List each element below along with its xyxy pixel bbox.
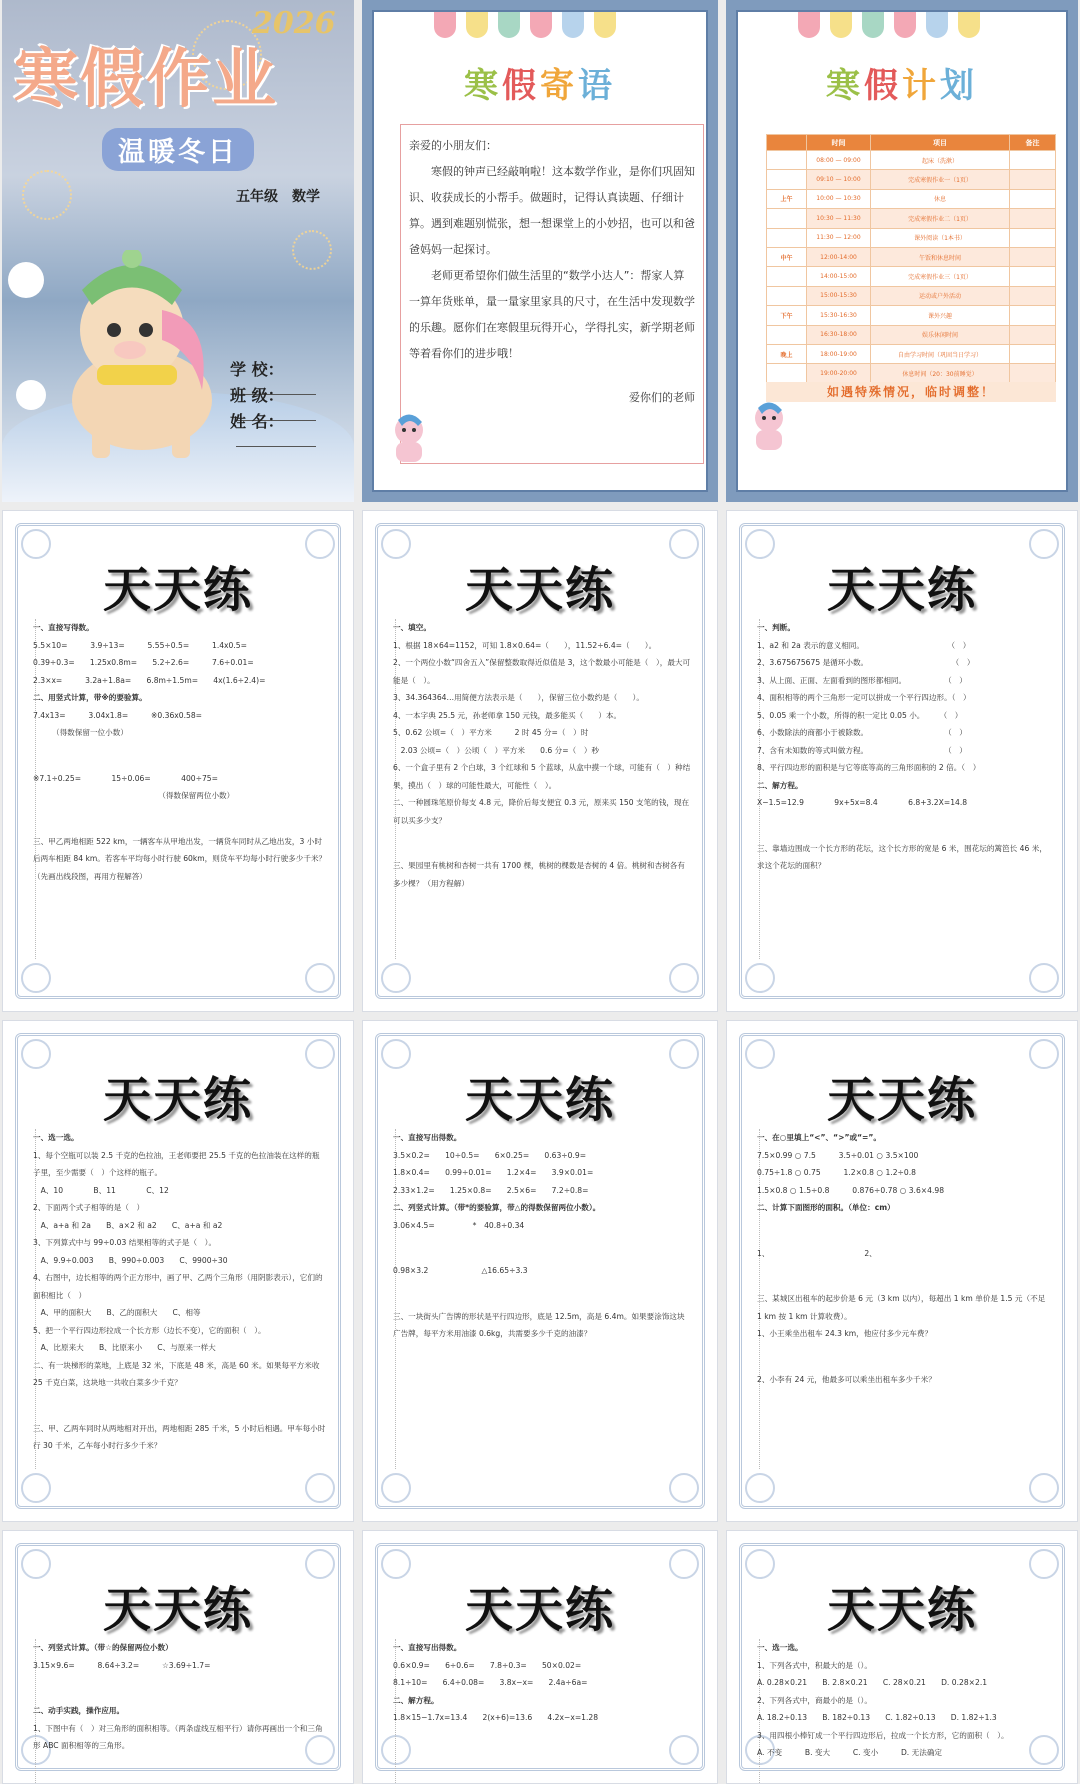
plan-cell-item: 自由学习时间（巩固当日学习） (871, 344, 1010, 363)
plan-header-note: 备注 (1010, 135, 1056, 151)
worksheet-section-heading: 二、用竖式计算，带※的要验算。 (33, 693, 147, 702)
worksheet-line: 3.15×9.6= 8.64÷3.2= ☆3.69÷1.7= (33, 1660, 211, 1670)
plan-row (767, 325, 1056, 344)
corner-ornament (305, 1473, 335, 1503)
plan-row (767, 209, 1056, 228)
worksheet-line: 1、下图中有（ ）对三角形的面积相等。（两条虚线互相平行）请你再画出一个和三角形 ABC 面积相等的三角形。 (33, 1723, 323, 1750)
worksheet-body (757, 1639, 1051, 1762)
worksheet-line: 8.1÷10= 6.4÷0.08= 3.8x−x= 2.4a÷6a= (393, 1678, 588, 1687)
plan-cell-period (767, 267, 807, 286)
worksheet-page-3 (726, 510, 1078, 1012)
plan-cell-time: 08:00 — 09:00 (807, 151, 871, 170)
cover-page (2, 0, 354, 502)
plan-row (767, 151, 1056, 170)
worksheet-body (33, 619, 327, 885)
plan-cell-item: 完成寒假作业三（1页） (871, 267, 1010, 286)
worksheet-line (33, 742, 327, 770)
worksheet-body (757, 619, 1051, 875)
corner-ornament (21, 963, 51, 993)
bunting-decoration (862, 12, 884, 38)
worksheet-line: 三、一块街头广告牌的形状是平行四边形，底是 12.5m，高是 6.4m。如果要涂饰这块广告牌，每平方米用油漆 0.6kg，共需要多少千克的油漆？ (393, 1311, 685, 1338)
plan-cell-note (1010, 170, 1056, 189)
worksheet-line: 0.39÷0.3= 1.25x0.8m= 5.2÷2.6= 7.6÷0.01= (33, 658, 254, 667)
worksheet-page-6 (726, 1020, 1078, 1522)
worksheet-header: 天天练 (826, 562, 977, 618)
worksheet-body (757, 1129, 1051, 1388)
worksheet-page-7 (2, 1530, 354, 1784)
cover-title: 寒假作业 (14, 42, 278, 117)
worksheet-line: 1、小王乘坐出租车 24.3 km，他应付多少元车费？ (757, 1329, 933, 1338)
worksheet-line: 0.98×3.2 △16.65÷3.3 (393, 1266, 528, 1275)
worksheet-line (757, 1262, 1051, 1290)
corner-ornament (381, 1735, 411, 1765)
plan-cell-note (1010, 151, 1056, 170)
bunting-decoration (466, 12, 488, 38)
letter-signature: 爱你们的老师 (629, 391, 695, 404)
plan-cell-note (1010, 364, 1056, 383)
firework-decoration (292, 230, 332, 270)
worksheet-line: 1.8×15−1.7x=13.4 2(x+6)=13.6 4.2x−x=1.28 (393, 1713, 599, 1722)
worksheet-line: 7.4x13= 3.04x1.8= ※0.36x0.58= (33, 710, 203, 720)
plan-cell-period: 晚上 (767, 344, 807, 363)
worksheet-line: 2、3.675675675 是循环小数。 （ ） (757, 658, 975, 667)
worksheet-line: 3、从上面、正面、左面看到的图形都相同。 （ ） (757, 675, 967, 685)
plan-cell-note (1010, 344, 1056, 363)
plan-cell-time: 18:00-19:00 (807, 344, 871, 363)
worksheet-body (33, 1639, 327, 1755)
plan-cell-period (767, 170, 807, 189)
worksheet-line: 三、甲乙两地相距 522 km，一辆客车从甲地出发，一辆货车同时从乙地出发，3 小时后两车相距 84 km。若客车平均每小时行驶 60km，则货车平均每小时行驶多少千米？（先画出线段图，再用方程解答） (33, 836, 327, 881)
plan-table (766, 134, 1056, 384)
worksheet-line: 2.3×x= 3.2a÷1.8a= 6.8m÷1.5m= 4x(1.6÷2.4)= (33, 675, 266, 685)
worksheet-page-2 (362, 510, 718, 1012)
worksheet-line: 2.03 公顷=（ ）公顷（ ）平方米 0.6 分=（ ）秒 (393, 745, 600, 755)
bunting-decoration (498, 12, 520, 38)
plan-cell-item: 完成寒假作业二（1页） (871, 209, 1010, 228)
plan-cell-period (767, 364, 807, 383)
letter-greeting: 亲爱的小朋友们： (409, 139, 497, 152)
bunting-decoration (562, 12, 584, 38)
plan-row (767, 228, 1056, 247)
plan-cell-item: 休息时间（20：30前睡觉） (871, 364, 1010, 383)
plan-row (767, 344, 1056, 363)
worksheet-line: A、10 B、11 C、12 (33, 1185, 169, 1195)
worksheet-header: 天天练 (826, 1582, 977, 1638)
worksheet-line: A、a+a 和 2a B、a×2 和 a2 C、a+a 和 a2 (33, 1220, 223, 1230)
firework-decoration (22, 170, 72, 220)
bunting-decoration (926, 12, 948, 38)
plan-cell-item: 课外兴趣 (871, 306, 1010, 325)
worksheet-line: 1、下列各式中，积最大的是（）。 (757, 1660, 872, 1670)
worksheet-line: 4、面积相等的两个三角形一定可以拼成一个平行四边形。（ ） (757, 693, 971, 702)
worksheet-section-heading: 一、在○里填上“<”、“>”或“=”。 (757, 1133, 882, 1142)
worksheet-section-heading: 一、选一选。 (757, 1643, 803, 1652)
bunting-decoration (434, 12, 456, 38)
worksheet-line: A. 不变 B. 变大 C. 变小 D. 无法确定 (757, 1748, 943, 1757)
plan-row (767, 306, 1056, 325)
worksheet-page-1 (2, 510, 354, 1012)
worksheet-section-heading: 二、解方程。 (757, 780, 803, 790)
worksheet-line: 3、34.364364…用简便方法表示是（ ），保留三位小数约是（ ）。 (393, 693, 644, 702)
worksheet-body (33, 1129, 327, 1455)
bunting-decoration (530, 12, 552, 38)
plan-page (726, 0, 1078, 502)
name-label: 姓 名： (230, 412, 284, 431)
worksheet-line: 6、一个盒子里有 2 个白球，3 个红球和 5 个蓝球，从盒中摸一个球，可能有（ ）种结果，摸出（ ）球的可能性最大，可能性（ ）。 (393, 763, 691, 790)
worksheet-line: 三、某城区出租车的起步价是 6 元（3 km 以内），每超出 1 km 单价是 1.5 元（不足 1 km 按 1 km 计算收费）。 (757, 1294, 1046, 1321)
worksheet-line: ※7.1÷0.25= 15÷0.06= 400÷75= (33, 773, 219, 783)
letter-paragraph: 老师更希望你们做生活里的“数学小达人”：帮家人算一算年货账单，量一量家里家具的尺寸，在生活中发现数学的乐趣。愿你们在寒假里玩得开心，学得扎实，新学期老师等着看你们的进步哦！ (409, 269, 695, 360)
worksheet-section-heading: 二、动手实践，操作应用。 (33, 1706, 125, 1715)
worksheet-header: 天天练 (102, 562, 253, 618)
plan-cell-note (1010, 306, 1056, 325)
corner-ornament (745, 963, 775, 993)
worksheet-line: 7.5×0.99 ○ 7.5 3.5÷0.01 ○ 3.5×100 (757, 1150, 919, 1160)
plan-cell-period (767, 228, 807, 247)
plan-cell-time: 14:00-15:00 (807, 267, 871, 286)
corner-ornament (745, 1473, 775, 1503)
plan-cell-period (767, 325, 807, 344)
pony-icon (748, 400, 790, 456)
plan-cell-note (1010, 247, 1056, 266)
worksheet-line: （得数保留一位小数） (33, 728, 128, 737)
worksheet-page-4 (2, 1020, 354, 1522)
worksheet-line: 3.06×4.5= * 40.8÷0.34 (393, 1220, 525, 1230)
letter-inner (372, 10, 708, 492)
worksheet-header: 天天练 (102, 1072, 253, 1128)
worksheet-line (757, 1343, 1051, 1371)
worksheet-section-heading: 一、选一选。 (33, 1133, 79, 1142)
plan-row (767, 170, 1056, 189)
worksheet-body (393, 1639, 691, 1727)
plan-cell-period (767, 286, 807, 305)
worksheet-line: 2、下列各式中，商最小的是（）。 (757, 1695, 872, 1705)
worksheet-line: （得数保留两位小数） (33, 791, 235, 800)
worksheet-line: 三、靠墙边围成一个长方形的花坛，这个长方形的宽是 6 米，围花坛的篱笆长 46 米，求这个花坛的面积？ (757, 843, 1047, 870)
letter-paragraph: 寒假的钟声已经敲响啦！这本数学作业，是你们巩固知识、收获成长的小帮手。做题时，记得认真读题、仔细计算。遇到难题别慌张，想一想课堂上的小妙招，也可以和爸爸妈妈一起探讨。 (409, 165, 695, 256)
worksheet-line: 3.5×0.2= 10÷0.5= 6×0.25= 0.63÷0.9= (393, 1150, 587, 1160)
plan-cell-item: 娱乐休闲时间 (871, 325, 1010, 344)
worksheet-line: 2、一个两位小数“四舍五入”保留整数取得近似值是 3，这个数最小可能是（ ），最大可能是（ ）。 (393, 658, 691, 685)
plan-cell-note (1010, 189, 1056, 208)
worksheet-line: A、9.9÷0.003 B、990÷0.003 C、9900÷30 (33, 1255, 228, 1265)
worksheet-line: 三、果园里有桃树和杏树一共有 1700 棵，桃树的棵数是杏树的 4 倍。桃树和杏树各有多少棵？（用方程解） (393, 861, 685, 888)
plan-row (767, 267, 1056, 286)
plan-header-item: 项目 (871, 135, 1010, 151)
worksheet-line: A. 0.28×0.21 B. 2.8×0.21 C. 28×0.21 D. 0.28×2.1 (757, 1678, 988, 1687)
worksheet-line (33, 1674, 327, 1702)
plan-cell-time: 09:10 — 10:00 (807, 170, 871, 189)
class-label: 班 级： (230, 386, 284, 405)
plan-row (767, 189, 1056, 208)
plan-header-time: 时间 (807, 135, 871, 151)
worksheet-line: 6、小数除法的商都小于被除数。 （ ） (757, 728, 967, 737)
snowman-icon (8, 262, 44, 298)
worksheet-line: 1、每个空瓶可以装 2.5 千克的色拉油，王老师要把 25.5 千克的色拉油装在这样的瓶子里，至少需要（ ）个这样的瓶子。 (33, 1150, 320, 1177)
worksheet-line: 1、 2、 (757, 1248, 877, 1258)
worksheet-header: 天天练 (464, 1072, 615, 1128)
plan-row (767, 247, 1056, 266)
worksheet-section-heading: 一、列竖式计算。（带☆的保留两位小数） (33, 1643, 173, 1652)
worksheet-section-heading: 一、直接写得数。 (33, 623, 94, 632)
worksheet-line (757, 1217, 1051, 1245)
worksheet-page-8 (362, 1530, 718, 1784)
worksheet-header: 天天练 (464, 562, 615, 618)
worksheet-page-5 (362, 1020, 718, 1522)
plan-header-period (767, 135, 807, 151)
worksheet-body (393, 619, 691, 892)
plan-cell-period: 上午 (767, 189, 807, 208)
worksheet-line: 3、下列算式中与 99÷0.03 结果相等的式子是（ ）。 (33, 1238, 217, 1247)
worksheet-line: 0.6×0.9= 6÷0.6= 7.8÷0.3= 50×0.02= (393, 1660, 582, 1670)
worksheet-line: 1.5×0.8 ○ 1.5÷0.8 0.876÷0.78 ○ 3.6×4.98 (757, 1185, 945, 1195)
worksheet-line: 1、根据 18×64=1152，可知 1.8×0.64=（ ），11.52÷6.4=（ ）。 (393, 640, 657, 650)
worksheet-page-9 (726, 1530, 1078, 1784)
plan-cell-time: 19:00-20:00 (807, 364, 871, 383)
plan-cell-period (767, 151, 807, 170)
worksheet-line: 二、有一块梯形的菜地，上底是 32 米，下底是 48 米，高是 60 米。如果每平方米收 25 千克白菜，这块地一共收白菜多少千克？ (33, 1360, 320, 1387)
worksheet-line: 8、平行四边形的面积是与它等底等高的三角形面积的 2 倍。（ ） (757, 763, 981, 772)
plan-cell-time: 11:30 — 12:00 (807, 228, 871, 247)
plan-cell-item: 起床（洗漱） (871, 151, 1010, 170)
worksheet-line: 4、一本字典 25.5 元，孙老师拿 150 元钱，最多能买（ ）本。 (393, 710, 622, 720)
worksheet-line: 5、把一个平行四边形拉成一个长方形（边长不变），它的面积（ ）。 (33, 1325, 266, 1335)
corner-ornament (669, 963, 699, 993)
corner-ornament (21, 1473, 51, 1503)
corner-ornament (1029, 1473, 1059, 1503)
plan-note: 如遇特殊情况，临时调整！ (766, 382, 1056, 402)
corner-ornament (381, 1473, 411, 1503)
worksheet-section-heading: 二、计算下面图形的面积。（单位：cm） (757, 1203, 895, 1212)
plan-title: 寒假计划 (826, 66, 978, 106)
plan-cell-item: 课外阅读（1本书） (871, 228, 1010, 247)
worksheet-line: 2、下面两个式子相等的是（ ） (33, 1203, 145, 1212)
plan-cell-time: 16:30-18:00 (807, 325, 871, 344)
plan-cell-time: 15:30-16:30 (807, 306, 871, 325)
worksheet-header: 天天练 (826, 1072, 977, 1128)
plan-cell-item: 完成寒假作业一（1页） (871, 170, 1010, 189)
pony-icon (388, 412, 430, 468)
plan-cell-time: 15:00-15:30 (807, 286, 871, 305)
worksheet-line: 5.5×10= 3.9÷13= 5.55÷0.5= 1.4x0.5= (33, 640, 247, 650)
worksheet-line: A、比原来大 B、比原来小 C、与原来一样大 (33, 1343, 216, 1352)
plan-cell-note (1010, 325, 1056, 344)
worksheet-body (393, 1129, 691, 1343)
worksheet-section-heading: 二、解方程。 (393, 1695, 439, 1705)
plan-cell-item: 午饭和休息时间 (871, 247, 1010, 266)
worksheet-line: 3、用四根小棒钉成一个平行四边形后，拉成一个长方形，它的面积（ ）。 (757, 1730, 1009, 1740)
bunting-decoration (894, 12, 916, 38)
plan-cell-note (1010, 267, 1056, 286)
name-field[interactable] (230, 409, 354, 451)
corner-ornament (381, 963, 411, 993)
worksheet-line: 7、含有未知数的等式叫做方程。 （ ） (757, 745, 967, 755)
worksheet-line (33, 1392, 327, 1420)
plan-cell-period: 中午 (767, 247, 807, 266)
plan-cell-time: 10:30 — 11:30 (807, 209, 871, 228)
letter-content (400, 124, 704, 464)
bunting-decoration (958, 12, 980, 38)
plan-cell-note (1010, 209, 1056, 228)
worksheet-line: 2.33×1.2= 1.25×0.8= 2.5×6= 7.2÷0.8= (393, 1185, 589, 1195)
worksheet-line: 三、甲、乙两车同时从两地相对开出，两地相距 285 千米，5 小时后相遇。甲车每小时行 30 千米，乙车每小时行多少千米？ (33, 1423, 326, 1450)
worksheet-section-heading: 二、列竖式计算。（带*的要验算，带△的得数保留两位小数）。 (393, 1203, 601, 1212)
worksheet-line (33, 805, 327, 833)
worksheet-line (757, 812, 1051, 840)
bunting-decoration (798, 12, 820, 38)
cover-subtitle: 温暖冬日 (102, 128, 254, 171)
worksheet-line: 2、小李有 24 元，他最多可以乘坐出租车多少千米？ (757, 1374, 936, 1384)
worksheet-line: X−1.5=12.9 9x+5x=8.4 6.8+3.2X=14.8 (757, 798, 968, 807)
worksheet-line (393, 1234, 691, 1262)
worksheet-line: 1、a2 和 2a 表示的意义相同。 （ ） (757, 640, 971, 650)
worksheet-line (393, 1280, 691, 1308)
worksheet-line: 1.8×0.4= 0.99÷0.01= 1.2×4= 3.9×0.01= (393, 1168, 594, 1177)
worksheet-section-heading: 一、判断。 (757, 623, 795, 632)
corner-ornament (1029, 963, 1059, 993)
worksheet-line: 二、一种圆珠笔原价每支 4.8 元，降价后每支便宜 0.3 元，原来买 150 支笔的钱，现在可以买多少支？ (393, 798, 690, 825)
worksheet-line: 4、右图中，边长相等的两个正方形中，画了甲、乙两个三角形（用阴影表示），它们的面积相比（ ） (33, 1273, 323, 1300)
plan-row (767, 364, 1056, 383)
worksheet-section-heading: 一、填空。 (393, 623, 431, 632)
plan-cell-item: 运动或户外活动 (871, 286, 1010, 305)
plan-cell-time: 10:00 — 10:30 (807, 189, 871, 208)
plan-row (767, 286, 1056, 305)
corner-ornament (669, 1473, 699, 1503)
plan-cell-note (1010, 286, 1056, 305)
worksheet-line: 0.75÷1.8 ○ 0.75 1.2×0.8 ○ 1.2÷0.8 (757, 1168, 916, 1177)
bunting-decoration (830, 12, 852, 38)
worksheet-line: 5、0.62 公顷=（ ）平方米 2 时 45 分=（ ）时 (393, 728, 589, 737)
letter-title: 寒假寄语 (464, 66, 616, 106)
corner-ornament (669, 1735, 699, 1765)
worksheet-section-heading: 一、直接写出得数。 (393, 1643, 462, 1652)
worksheet-line: A、甲的面积大 B、乙的面积大 C、相等 (33, 1308, 201, 1317)
school-label: 学 校： (230, 360, 284, 379)
worksheet-line: 5、0.05 乘一个小数，所得的积一定比 0.05 小。 （ ） (757, 710, 963, 720)
plan-cell-period (767, 209, 807, 228)
worksheet-line: A. 18.2÷0.13 B. 182÷0.13 C. 1.82÷0.13 D. 1.82÷1.3 (757, 1713, 997, 1722)
worksheet-section-heading: 一、直接写出得数。 (393, 1133, 462, 1142)
worksheet-header: 天天练 (464, 1582, 615, 1638)
letter-page (362, 0, 718, 502)
corner-ornament (305, 963, 335, 993)
cover-year: 2026 (252, 6, 336, 41)
cover-grade: 五年级 数学 (236, 189, 320, 205)
unicorn-illustration (42, 250, 242, 460)
plan-cell-note (1010, 228, 1056, 247)
plan-cell-item: 休息 (871, 189, 1010, 208)
bunting-decoration (594, 12, 616, 38)
worksheet-header: 天天练 (102, 1582, 253, 1638)
plan-cell-period: 下午 (767, 306, 807, 325)
plan-cell-time: 12:00-14:00 (807, 247, 871, 266)
worksheet-line (393, 829, 691, 857)
